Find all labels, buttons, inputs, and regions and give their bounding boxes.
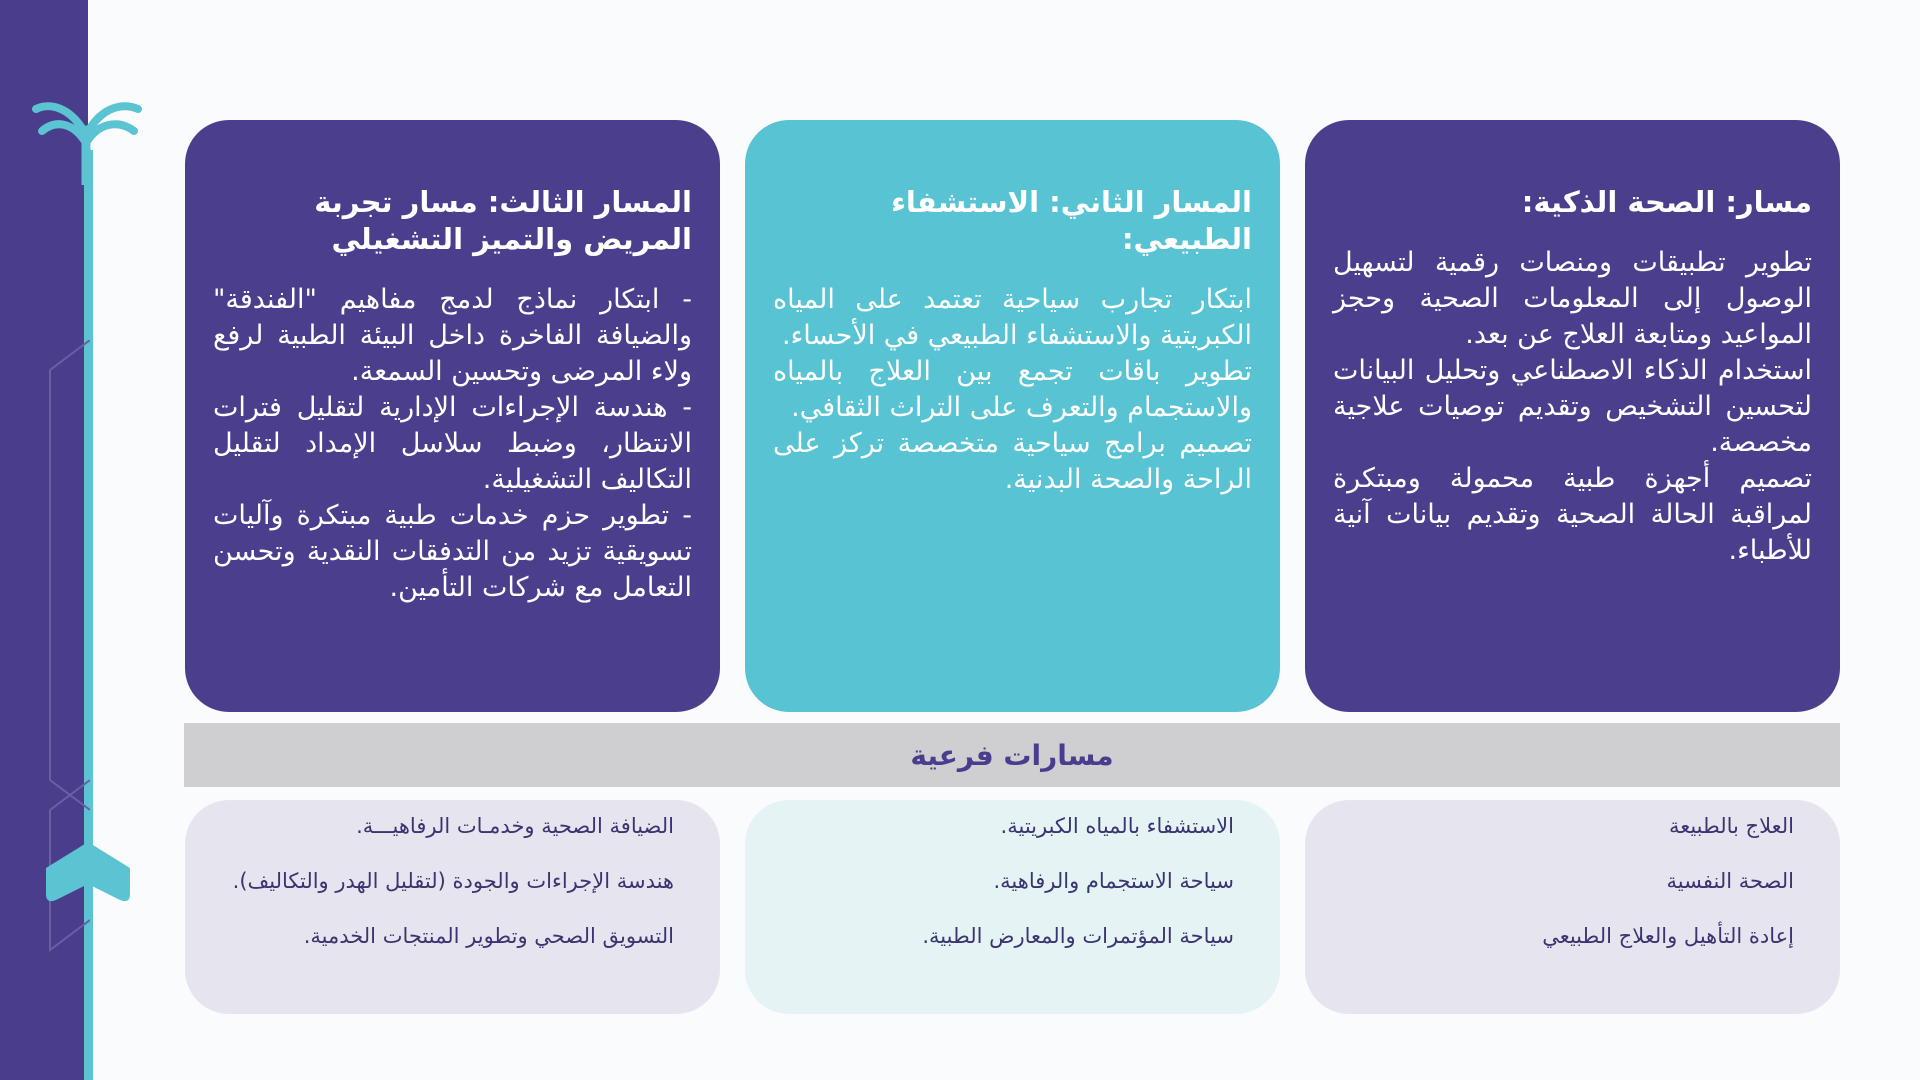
track-card-paragraph: - تطوير حزم خدمات طبية مبتكرة وآليات تسويقية تزيد من التدفقات النقدية وتحسن التعامل مع شركات التأمين. [213,500,692,603]
sub-track-item: التسويق الصحي وتطوير المنتجات الخدمية. [303,924,674,948]
track-card-paragraph: تصميم برامج سياحية متخصصة تركز على الراحة والصحة البدنية. [773,428,1252,495]
sub-track-card-natural-healing [745,800,1280,1014]
track-card-paragraph: تصميم أجهزة طبية محمولة ومبتكرة لمراقبة الحالة الصحية وتقديم بيانات آنية للأطباء. [1333,463,1812,566]
sub-track-card-patient-experience [185,800,720,1014]
sub-track-item: إعادة التأهيل والعلاج الطبيعي [1542,924,1794,948]
track-card-paragraph: تطوير باقات تجمع بين العلاج بالمياه والاستجمام والتعرف على التراث الثقافي. [773,356,1252,423]
sub-track-item: هندسة الإجراءات والجودة (لتقليل الهدر والتكاليف). [232,869,674,893]
track-card-title: المسار الثالث: مسار تجربة المريض والتميز التشغيلي [314,185,692,256]
track-card-natural-healing [745,120,1280,712]
sub-tracks-header [184,723,1840,787]
track-card-smart-health [1305,120,1840,712]
track-card-paragraph: استخدام الذكاء الاصطناعي وتحليل البيانات لتحسين التشخيص وتقديم توصيات علاجية مخصصة. [1333,355,1812,458]
sub-track-item: الاستشفاء بالمياه الكبريتية. [1000,814,1234,838]
palm-tree-icon [30,95,142,185]
track-card-title: مسار: الصحة الذكية: [1521,185,1812,219]
sub-track-item: العلاج بالطبيعة [1668,814,1794,838]
track-card-paragraph: - ابتكار نماذج لدمج مفاهيم "الفندقة" والضيافة الفاخرة داخل البيئة الطبية لرفع ولاء المرضى وتحسين السمعة. [213,284,692,387]
track-cards [184,120,1840,712]
sub-track-item: الصحة النفسية [1666,869,1794,893]
track-card-title: المسار الثاني: الاستشفاء الطبيعي: [891,185,1252,256]
sub-tracks-title: مسارات فرعية [910,738,1114,772]
track-card-body [213,282,692,606]
sub-track-card-smart-health [1305,800,1840,1014]
sub-track-item: الضيافة الصحية وخدمـات الرفاهيـــة. [356,814,674,838]
sub-track-cards [184,800,1840,1014]
sub-track-item: سياحة المؤتمرات والمعارض الطبية. [922,924,1234,948]
sub-track-item: سياحة الاستجمام والرفاهية. [993,869,1234,893]
track-card-patient-experience [185,120,720,712]
track-card-body [773,282,1252,498]
track-card-paragraph: ابتكار تجارب سياحية تعتمد على المياه الكبريتية والاستشفاء الطبيعي في الأحساء. [773,284,1252,351]
chevron-up-icon [46,842,130,904]
track-card-paragraph: تطوير تطبيقات ومنصات رقمية لتسهيل الوصول إلى المعلومات الصحية وحجز المواعيد ومتابعة العلاج عن بعد. [1333,247,1812,350]
track-card-body [1333,245,1812,569]
track-card-paragraph: - هندسة الإجراءات الإدارية لتقليل فترات الانتظار، وضبط سلاسل الإمداد لتقليل التكاليف التشغيلية. [213,392,692,495]
